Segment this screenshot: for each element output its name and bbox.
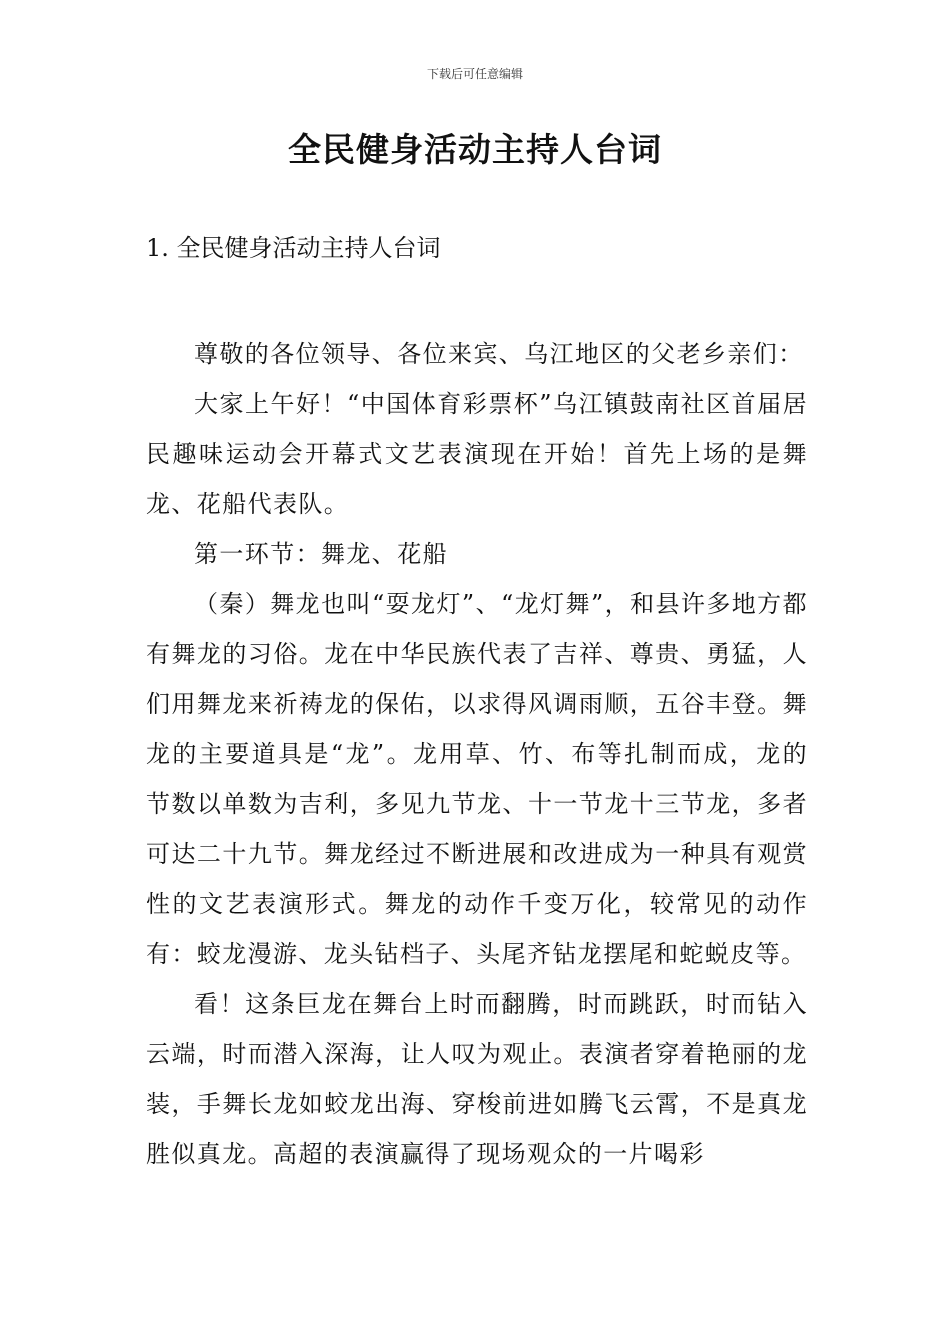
section-heading: 1. 全民健身活动主持人台词 — [146, 234, 441, 262]
paragraph-dragon-dance-performance: 看！这条巨龙在舞台上时而翻腾，时而跳跃，时而钻入云端，时而潜入深海，让人叹为观止。表演者穿着艳丽的龙装，手舞长龙如蛟龙出海、穿梭前进如腾飞云霄，不是真龙胜似真龙。高超的表演赢得了现场观众的一片喝彩 — [146, 990, 808, 1168]
paragraph-segment-title: 第一环节：舞龙、花船 — [194, 540, 448, 568]
paragraph-dragon-dance-intro: （秦）舞龙也叫“耍龙灯”、“龙灯舞”，和县许多地方都有舞龙的习俗。龙在中华民族代表了吉祥、尊贵、勇猛，人们用舞龙来祈祷龙的保佑，以求得风调雨顺，五谷丰登。舞龙的主要道具是“龙”。龙用草、竹、布等扎制而成，龙的节数以单数为吉利，多见九节龙、十一节龙十三节龙，多者可达二十九节。舞龙经过不断进展和改进成为一种具有观赏性的文艺表演形式。舞龙的动作千变万化，较常见的动作有：蛟龙漫游、龙头钻档子、头尾齐钻龙摆尾和蛇蜕皮等。 — [146, 590, 808, 968]
paragraph-greeting: 尊敬的各位领导、各位来宾、乌江地区的父老乡亲们： — [194, 340, 804, 368]
paragraph-opening: 大家上午好！“中国体育彩票杯”乌江镇鼓南社区首届居民趣味运动会开幕式文艺表演现在开始！首先上场的是舞龙、花船代表队。 — [146, 390, 808, 518]
page-header-note: 下载后可任意编辑 — [426, 67, 523, 81]
document-body — [146, 329, 808, 1179]
document-title: 全民健身活动主持人台词 — [288, 130, 662, 169]
